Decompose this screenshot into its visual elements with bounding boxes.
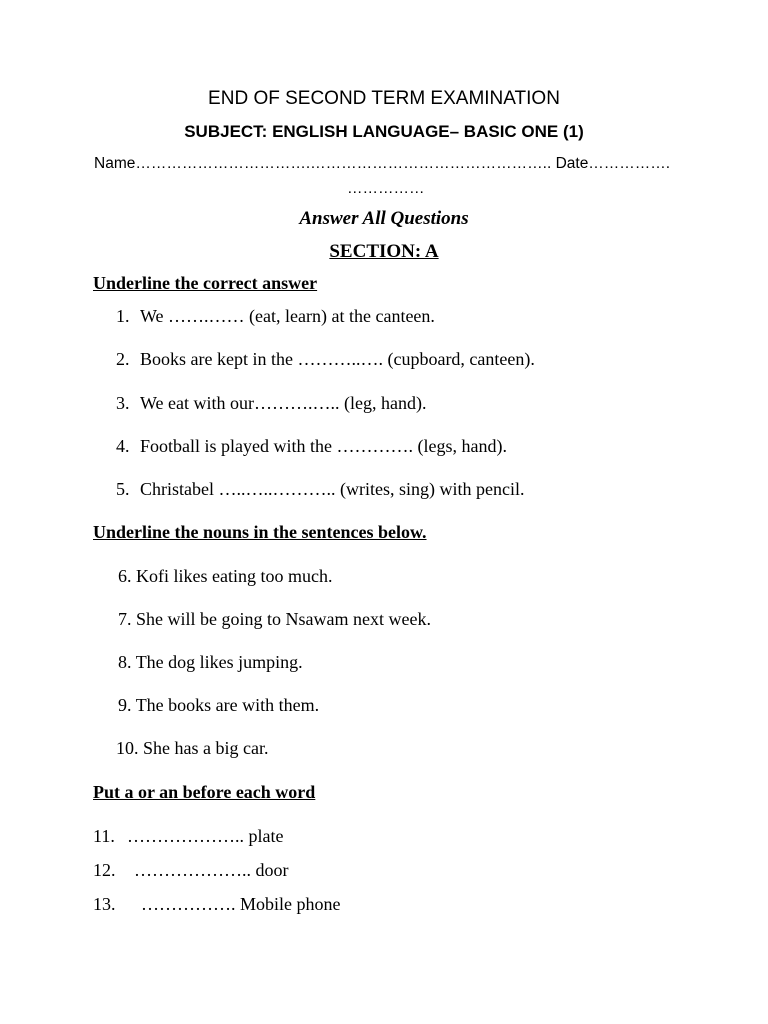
- question-item: [118, 652, 303, 673]
- question-text: Kofi likes eating too much.: [136, 566, 333, 586]
- question-text: The books are with them.: [135, 695, 320, 715]
- question-number: 9.: [118, 695, 132, 715]
- question-number: 12.: [93, 860, 116, 880]
- question-item: [118, 609, 431, 630]
- subject-line: SUBJECT: ENGLISH LANGUAGE– BASIC ONE (1): [184, 122, 584, 141]
- question-number: 11.: [93, 826, 115, 846]
- question-item: [116, 738, 268, 759]
- exam-title: END OF SECOND TERM EXAMINATION: [208, 88, 560, 109]
- question-number: 2.: [116, 349, 130, 369]
- question-number: 5.: [116, 479, 130, 499]
- question-text: Christabel …..…..……….. (writes, sing) with pencil.: [140, 479, 525, 499]
- question-text: She has a big car.: [143, 738, 269, 758]
- question-number: 8.: [118, 652, 132, 672]
- instruction: Answer All Questions: [299, 208, 469, 229]
- question-item: [93, 826, 283, 847]
- question-number: 7.: [118, 609, 132, 629]
- section-heading: Put a or an before each word: [93, 782, 316, 802]
- question-item: [116, 393, 426, 414]
- question-number: 3.: [116, 393, 130, 413]
- question-text: The dog likes jumping.: [135, 652, 303, 672]
- question-item: [118, 695, 319, 716]
- section-heading: Underline the nouns in the sentences below.: [93, 522, 427, 542]
- section-heading: Underline the correct answer: [93, 273, 318, 293]
- name-date-line: Name…………………………….……………………………………….. Date…………….: [94, 155, 671, 172]
- question-text: We …….…… (eat, learn) at the canteen.: [140, 306, 435, 326]
- name-date-line-continued: ……………: [347, 180, 425, 197]
- question-number: 10.: [116, 738, 139, 758]
- question-item: [118, 566, 332, 587]
- question-text: Football is played with the …………. (legs, hand).: [140, 436, 507, 456]
- section-title: SECTION: A: [329, 241, 439, 262]
- question-item: [116, 349, 535, 370]
- question-item: [116, 479, 524, 500]
- question-item: [116, 436, 507, 457]
- question-item: [93, 894, 341, 915]
- question-text: ……………. Mobile phone: [141, 894, 341, 914]
- question-item: [116, 306, 435, 327]
- question-number: 1.: [116, 306, 130, 326]
- question-number: 4.: [116, 436, 130, 456]
- question-number: 6.: [118, 566, 132, 586]
- question-item: [93, 860, 289, 881]
- question-text: Books are kept in the ………..…. (cupboard, canteen).: [140, 349, 535, 369]
- question-text: ……………….. door: [134, 860, 289, 880]
- question-number: 13.: [93, 894, 116, 914]
- question-text: She will be going to Nsawam next week.: [136, 609, 431, 629]
- question-text: ……………….. plate: [127, 826, 284, 846]
- question-text: We eat with our……….….. (leg, hand).: [140, 393, 427, 413]
